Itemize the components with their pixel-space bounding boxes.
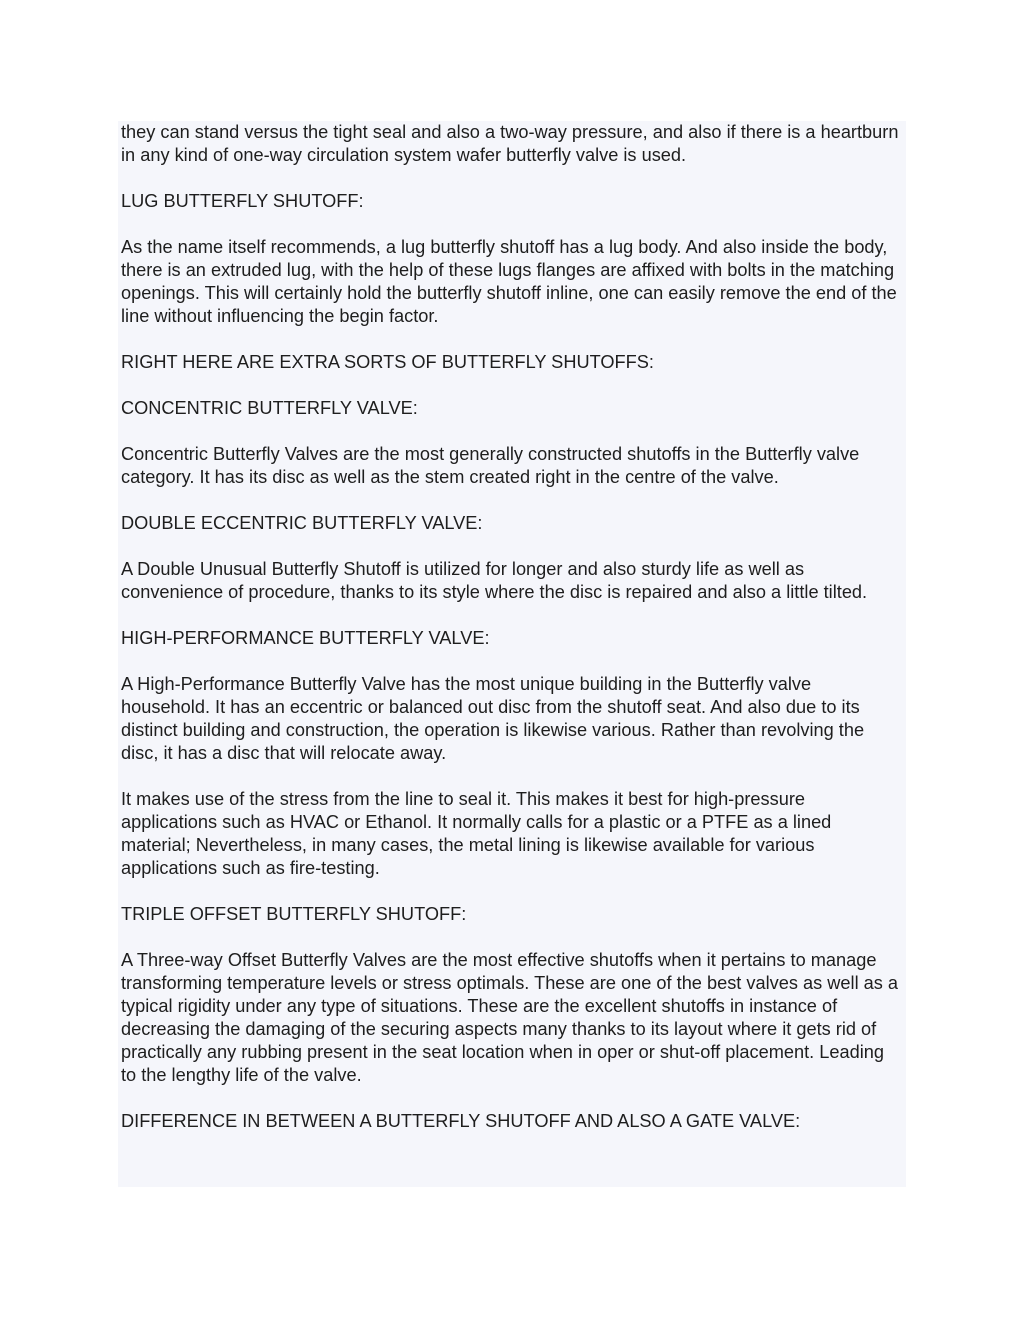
paragraph-concentric-description: Concentric Butterfly Valves are the most generally constructed shutoffs in the Butterfly valve category. It has its disc as well as the stem created right in the centre of the valve. bbox=[121, 444, 860, 487]
paragraph-intro-continuation: they can stand versus the tight seal and also a two-way pressure, and also if there is a heartburn in any kind of one-way circulation system wafer butterfly valve is used. bbox=[121, 122, 899, 165]
heading-extra-sorts: RIGHT HERE ARE EXTRA SORTS OF BUTTERFLY SHUTOFFS: bbox=[121, 352, 654, 372]
document-text-block bbox=[118, 121, 906, 1187]
paragraph-high-performance-applications: It makes use of the stress from the line to seal it. This makes it best for high-pressure applications such as HVAC or Ethanol. It normally calls for a plastic or a PTFE as a lined material; Nevertheless, in many cases, the metal lining is likewise available for various applications such as fire-testing. bbox=[121, 789, 832, 878]
paragraph-lug-description: As the name itself recommends, a lug butterfly shutoff has a lug body. And also inside the body, there is an extruded lug, with the help of these lugs flanges are affixed with bolts in the matching openings. This will certainly hold the butterfly shutoff inline, one can easily remove the end of the line without influencing the begin factor. bbox=[121, 237, 897, 326]
paragraph-double-eccentric-description: A Double Unusual Butterfly Shutoff is utilized for longer and also sturdy life as well as convenience of procedure, thanks to its style where the disc is repaired and also a little tilted. bbox=[121, 559, 868, 602]
heading-difference-butterfly-gate: DIFFERENCE IN BETWEEN A BUTTERFLY SHUTOFF AND ALSO A GATE VALVE: bbox=[121, 1111, 801, 1131]
heading-high-performance-valve: HIGH-PERFORMANCE BUTTERFLY VALVE: bbox=[121, 628, 490, 648]
heading-lug-butterfly-shutoff: LUG BUTTERFLY SHUTOFF: bbox=[121, 191, 364, 211]
heading-concentric-valve: CONCENTRIC BUTTERFLY VALVE: bbox=[121, 398, 418, 418]
heading-double-eccentric-valve: DOUBLE ECCENTRIC BUTTERFLY VALVE: bbox=[121, 513, 483, 533]
paragraph-triple-offset-description: A Three-way Offset Butterfly Valves are the most effective shutoffs when it pertains to manage transforming temperature levels or stress optimals. These are one of the best valves as well as a typical rigidity under any type of situations. These are the excellent shutoffs in instance of decreasing the damaging of the securing aspects many thanks to its layout where it gets rid of practically any rubbing present in the seat location when in oper or shut-off placement. Leading to the lengthy life of the valve. bbox=[121, 950, 899, 1085]
paragraph-high-performance-description: A High-Performance Butterfly Valve has the most unique building in the Butterfly valve household. It has an eccentric or balanced out disc from the shutoff seat. And also due to its distinct building and construction, the operation is likewise various. Rather than revolving the disc, it has a disc that will relocate away. bbox=[121, 674, 865, 763]
heading-triple-offset-shutoff: TRIPLE OFFSET BUTTERFLY SHUTOFF: bbox=[121, 904, 467, 924]
